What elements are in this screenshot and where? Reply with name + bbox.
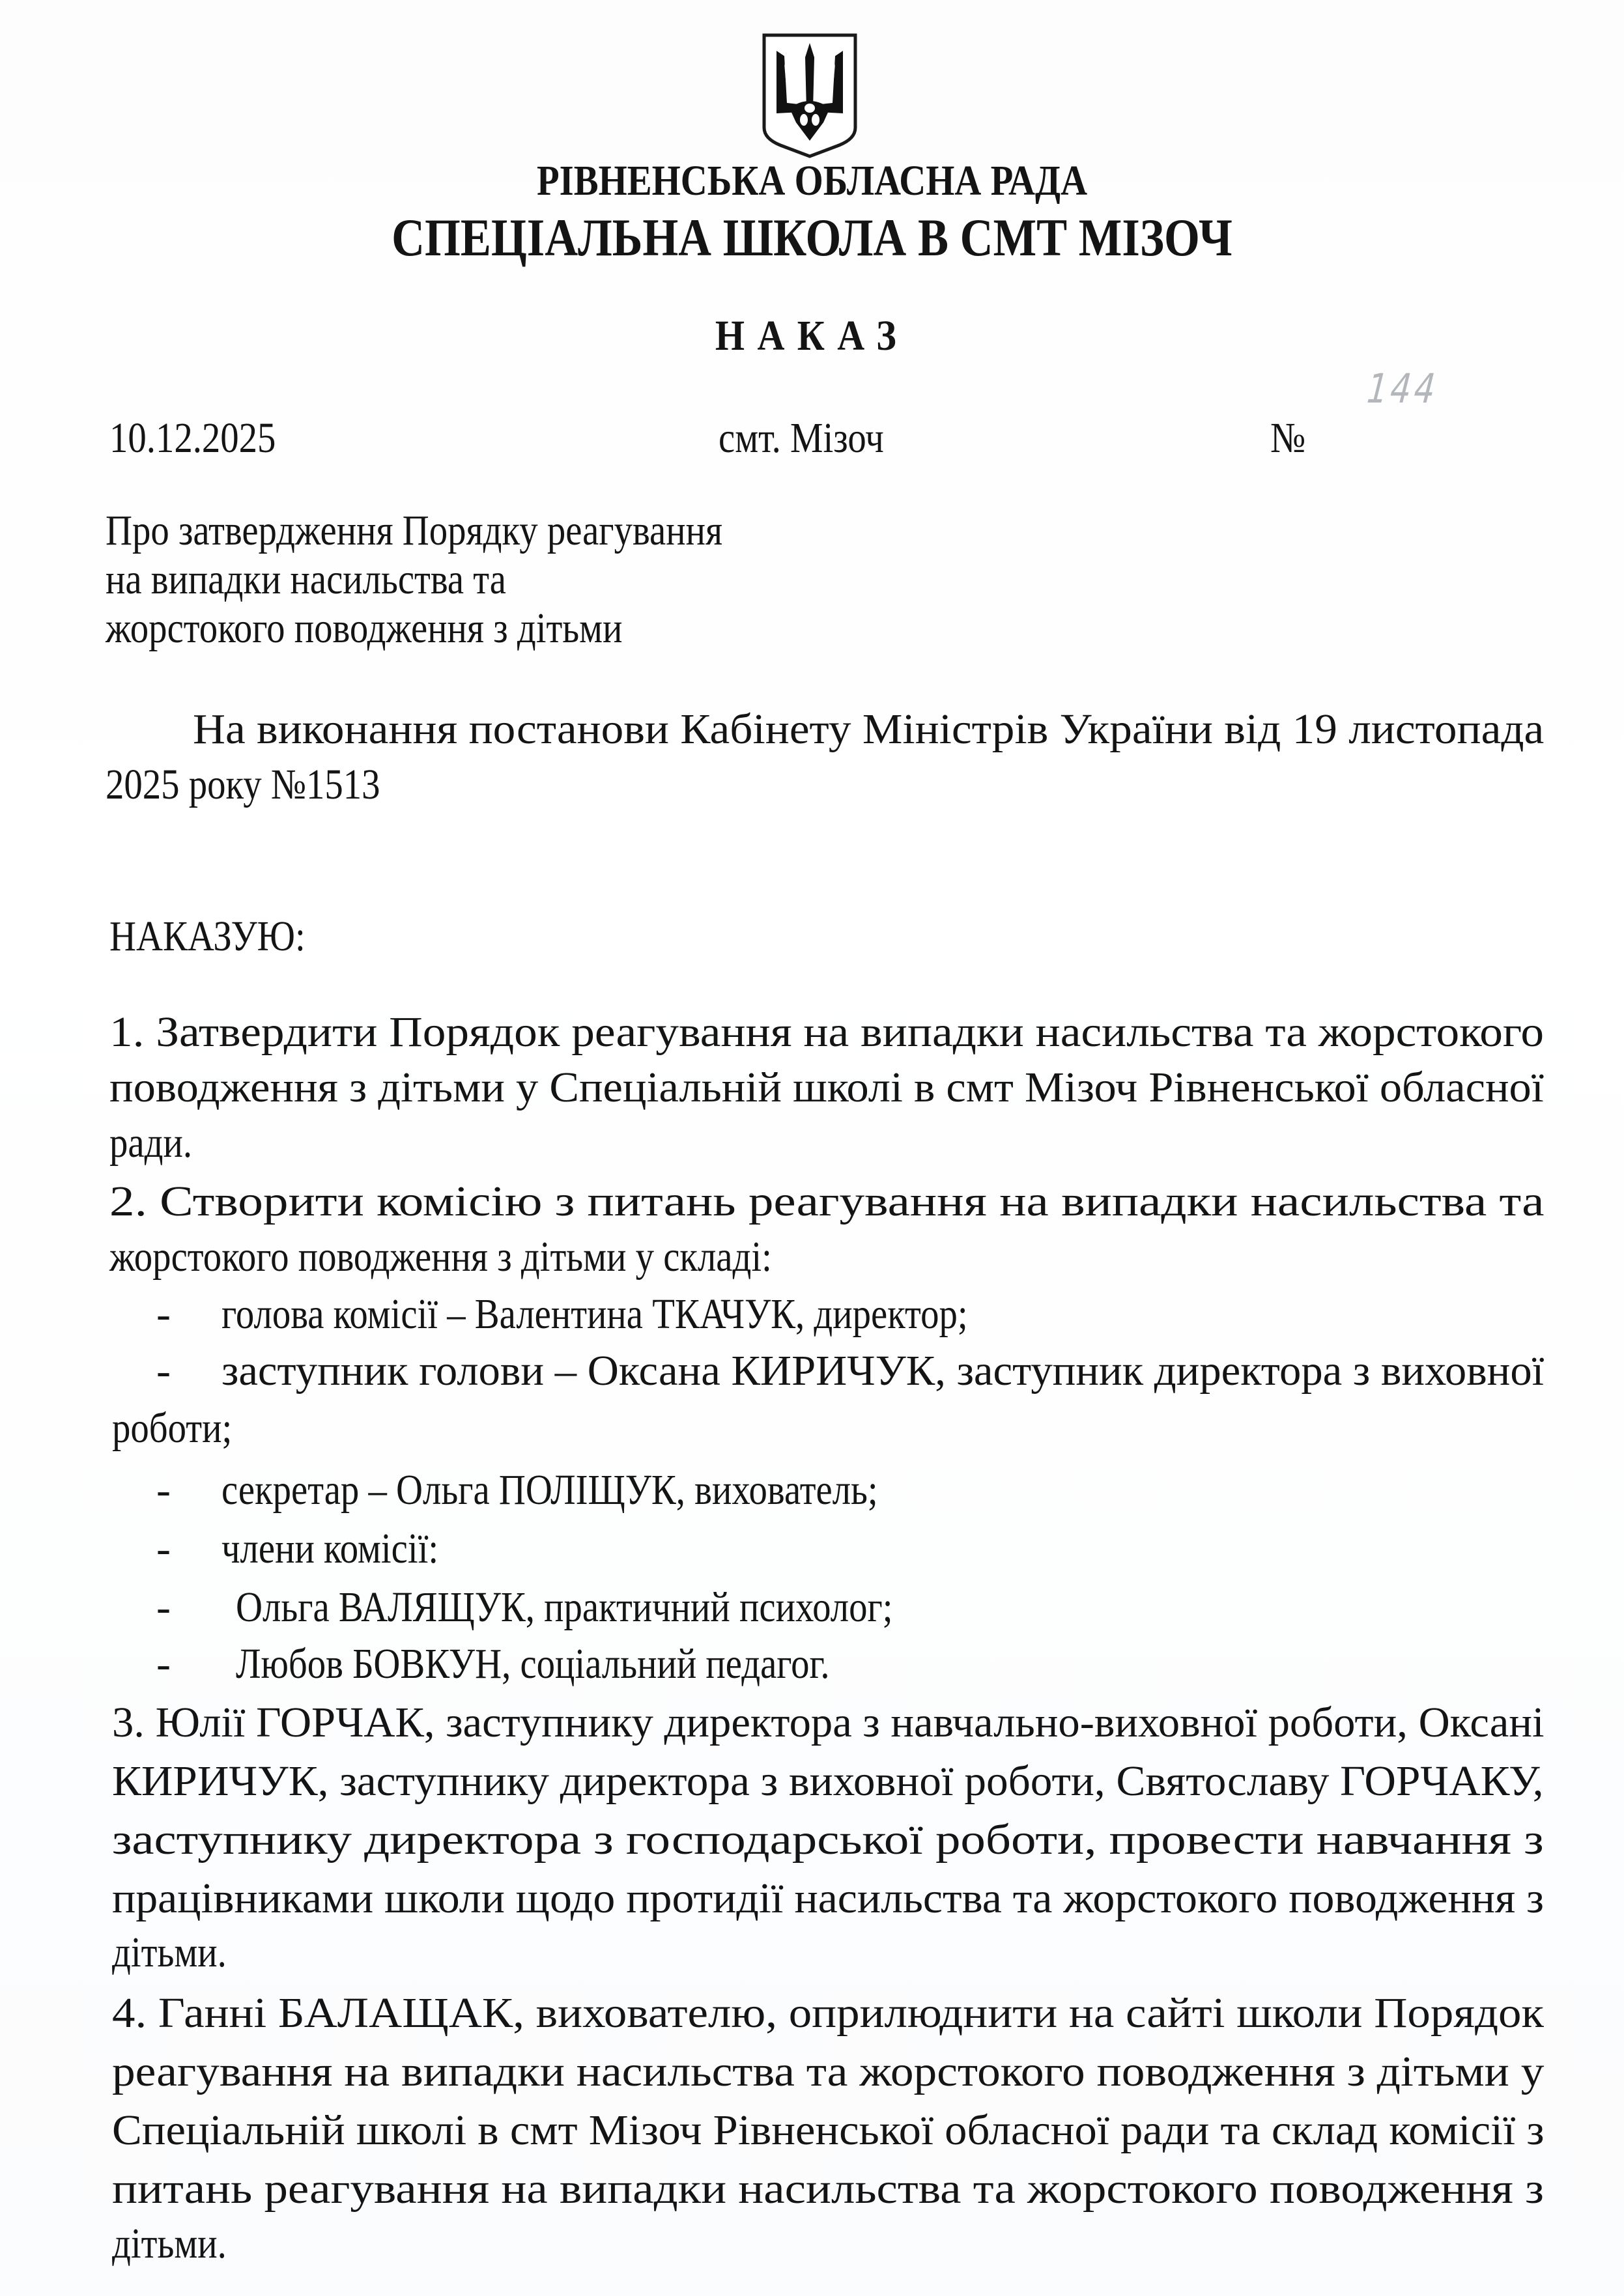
order-word: НАКАЗУЮ: [109,913,306,960]
item-1-line: ради. [109,1119,193,1167]
order-place: смт. Мізоч [719,414,884,462]
trident-coat-of-arms-icon [761,31,859,159]
item-4-line: 4. Ганні БАЛАЩАК, вихователю, оприлюднити на сайті школи Порядок [112,1989,1544,2037]
item-1-line: поводження з дітьми у Спеціальній школі в смт Мізоч Рівненської обласної [109,1064,1544,1111]
preamble-line-1 [193,705,1545,753]
subject-line: жорстокого поводження з дітьми [106,604,623,652]
order-number-label: № [1270,414,1306,462]
preamble-text: На виконання постанови Кабінету Міністрів України від 19 листопада [193,705,1545,753]
preamble-line-2: 2025 року №1513 [106,761,380,808]
item-3-line: дітьми. [112,1929,227,1976]
item-1-line: 1. Затвердити Порядок реагування на випадки насильства та жорстокого [109,1008,1545,1056]
item-3-line: КИРИЧУК, заступнику директора з виховної роботи, Святославу ГОРЧАКУ, [112,1757,1544,1805]
document-type-title: НАКАЗ [715,312,909,360]
list-bullet: - [156,1525,171,1572]
order-number-handwritten: 144 [1361,365,1444,412]
item-4-line: реагування на випадки насильства та жорстокого поводження з дітьми у [112,2048,1545,2095]
item-2-line: 2. Створити комісію з питань реагування на випадки насильства та [109,1178,1545,1225]
committee-member: голова комісії – Валентина ТКАЧУК, директор; [221,1290,968,1338]
item-3-line: працівниками школи щодо протидії насильства та жорстокого поводження з [112,1875,1544,1922]
subject-line: Про затвердження Порядку реагування [106,507,723,554]
item-3-line: заступнику директора з господарської роботи, провести навчання з [112,1816,1544,1864]
committee-member: секретар – Ольга ПОЛІЩУК, вихователь; [221,1466,878,1514]
item-3-line: 3. Юлії ГОРЧАК, заступнику директора з навчально-виховної роботи, Оксані [112,1699,1545,1746]
subject-line: на випадки насильства та [106,556,506,603]
item-4-line: питань реагування на випадки насильства та жорстокого поводження з [112,2165,1544,2213]
list-bullet: - [156,1583,171,1631]
item-4-line: дітьми. [112,2220,227,2267]
council-name: РІВНЕНСЬКА ОБЛАСНА РАДА [536,157,1088,205]
list-bullet: - [156,1640,171,1688]
order-date: 10.12.2025 [109,414,276,462]
committee-member-continuation: роботи; [112,1404,233,1452]
list-bullet: - [156,1466,171,1514]
committee-member: Любов БОВКУН, соціальний педагог. [236,1640,830,1688]
committee-member: члени комісії: [221,1525,439,1572]
committee-member: Ольга ВАЛЯЩУК, практичний психолог; [236,1583,893,1631]
item-2-line: жорстокого поводження з дітьми у складі: [109,1233,772,1281]
school-name: СПЕЦІАЛЬНА ШКОЛА В СМТ МІЗОЧ [392,208,1232,267]
item-4-line: Спеціальній школі в смт Мізоч Рівненської обласної ради та склад комісії з [112,2106,1545,2154]
list-bullet: - [156,1290,171,1338]
list-bullet: - [156,1347,171,1395]
committee-member: заступник голови – Оксана КИРИЧУК, заступник директора з виховної [221,1347,1545,1395]
